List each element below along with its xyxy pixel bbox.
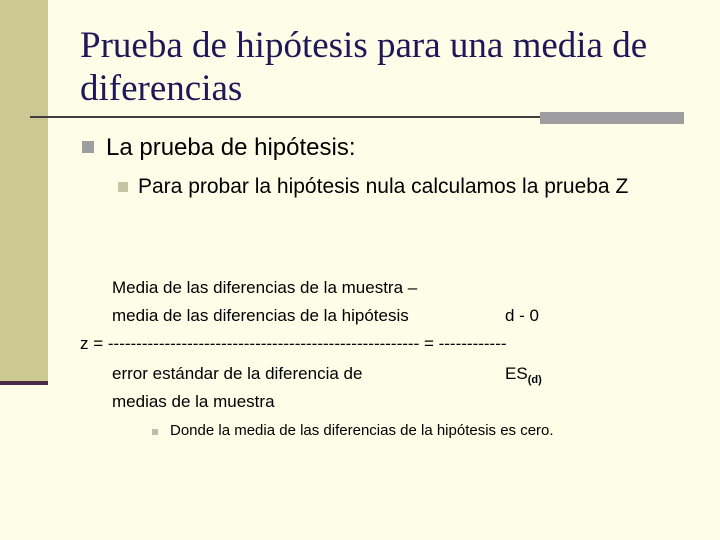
bullet-level2-text: Para probar la hipótesis nula calculamos la prueba Z bbox=[138, 175, 629, 198]
formula-es-subscript: (d) bbox=[527, 374, 542, 386]
title-divider-accent bbox=[540, 112, 684, 124]
bullet-level1-text: La prueba de hipótesis: bbox=[106, 134, 356, 161]
formula-es-text: ES bbox=[505, 364, 528, 383]
left-accent-bar bbox=[0, 0, 48, 384]
square-bullet-icon bbox=[152, 429, 158, 435]
formula-numerator-line2: media de las diferencias de la hipótesis bbox=[112, 306, 409, 325]
formula-short-denominator bbox=[505, 364, 542, 386]
slide-title: Prueba de hipótesis para una media de diferencias bbox=[80, 25, 648, 109]
formula-denominator-line1: error estándar de la diferencia de bbox=[112, 364, 363, 383]
left-accent-rule bbox=[0, 381, 48, 385]
square-bullet-icon bbox=[118, 182, 128, 192]
formula-short-numerator: d - 0 bbox=[505, 306, 540, 325]
formula-z-line: z = ------------------------------------------------------- = ------------ bbox=[80, 334, 507, 353]
formula-denominator-line2: medias de la muestra bbox=[112, 392, 275, 411]
formula-numerator-line1: Media de las diferencias de la muestra – bbox=[112, 278, 418, 297]
square-bullet-icon bbox=[82, 141, 94, 153]
bullet-level3-text: Donde la media de las diferencias de la hipótesis es cero. bbox=[170, 422, 554, 439]
